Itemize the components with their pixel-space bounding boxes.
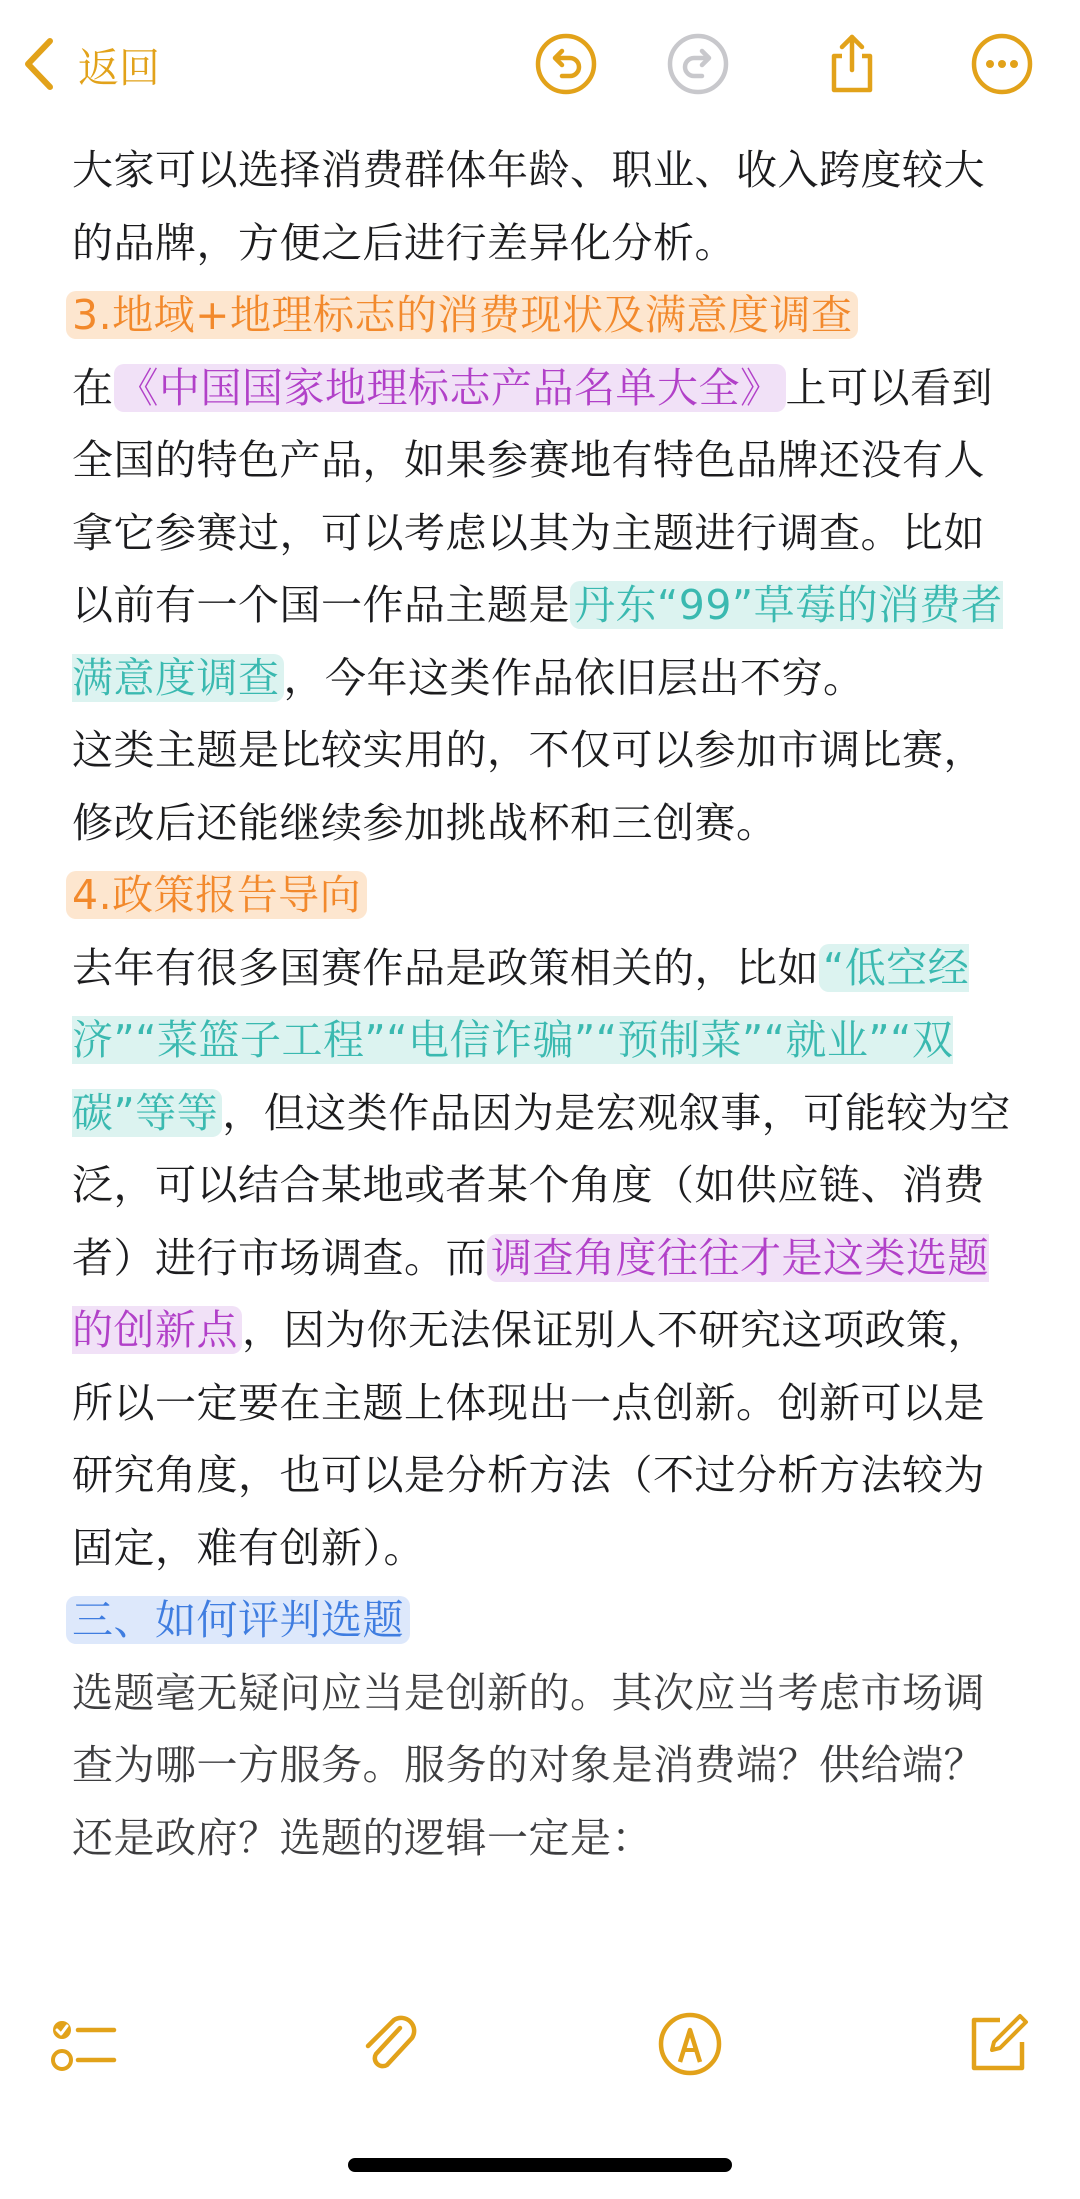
- heading-how-to-evaluate: [72, 1584, 1012, 1657]
- more-button[interactable]: [970, 32, 1034, 96]
- heading-3-text: 3.地域+地理标志的消费现状及满意度调查: [66, 291, 858, 339]
- undo-icon: [534, 32, 598, 96]
- compose-button[interactable]: [964, 2010, 1032, 2078]
- paragraph-policy-topics: [72, 932, 1012, 1585]
- share-icon: [820, 32, 884, 96]
- heading-geographic-indication: [72, 279, 1012, 352]
- note-body[interactable]: [72, 134, 1012, 1874]
- p2-mid-text: 上可以看到全国的特色产品，如果参赛地有特色品牌还没有人拿它参赛过，可以考虑以其为主题进行调查。比如以前有一个国一作品主题是: [72, 363, 993, 629]
- undo-button[interactable]: [534, 32, 598, 96]
- back-button[interactable]: [22, 34, 160, 94]
- highlight-product-list-title: 《中国国家地理标志产品名单大全》: [114, 364, 786, 412]
- p4-mid-text: ，但这类作品因为是宏观叙事，可能较为空泛，可以结合某地或者某个角度（如供应链、消费者）进行市场调查。而: [72, 1088, 1011, 1282]
- p2-post-text: ，今年这类作品依旧层出不穷。: [283, 653, 865, 702]
- home-indicator[interactable]: [348, 2158, 732, 2172]
- checklist-button[interactable]: [50, 2010, 118, 2078]
- chevron-left-icon: [22, 37, 56, 91]
- section-3-heading-text: 三、如何评判选题: [66, 1596, 410, 1644]
- compose-icon: [964, 2010, 1032, 2078]
- highlight-policy-examples: “低空经济”“菜篮子工程”“电信诈骗”“预制菜”“就业”“双碳”等等: [72, 943, 970, 1137]
- heading-policy-report: [72, 859, 1012, 932]
- highlight-innovation-point: 调查角度往往才是这类选题的创新点: [72, 1233, 989, 1354]
- back-label: 返回: [78, 43, 160, 92]
- paragraph-practical-topics: 这类主题是比较实用的，不仅可以参加市调比赛，修改后还能继续参加挑战杯和三创赛。: [72, 726, 985, 847]
- highlight-strawberry-topic: 丹东“99”草莓的消费者满意度调查: [72, 581, 1003, 702]
- attachment-button[interactable]: [356, 2010, 424, 2078]
- paragraph-geographic-products: [72, 352, 1012, 715]
- markup-icon: [656, 2010, 724, 2078]
- checklist-icon: [50, 2010, 118, 2078]
- more-icon: [970, 32, 1034, 96]
- attachment-icon: [356, 2010, 424, 2078]
- p4-post-text: ，因为你无法保证别人不研究这项政策，所以一定要在主题上体现出一点创新。创新可以是研究角度，也可以是分析方法（不过分析方法较为固定，难有创新）。: [72, 1306, 989, 1572]
- share-button[interactable]: [820, 32, 884, 96]
- paragraph-evaluation: 选题毫无疑问应当是创新的。其次应当考虑市场调查为哪一方服务。服务的对象是消费端？供给端？还是政府？选题的逻辑一定是：: [72, 1668, 985, 1862]
- navigation-bar: [0, 0, 1080, 128]
- p4-pre-text: 去年有很多国赛作品是政策相关的，比如: [72, 943, 819, 992]
- p2-pre-text: 在: [72, 363, 114, 412]
- redo-button[interactable]: [666, 32, 730, 96]
- markup-button[interactable]: [656, 2010, 724, 2078]
- redo-icon: [666, 32, 730, 96]
- paragraph-brand-selection: 大家可以选择消费群体年龄、职业、收入跨度较大的品牌，方便之后进行差异化分析。: [72, 146, 985, 267]
- heading-4-text: 4.政策报告导向: [66, 871, 367, 919]
